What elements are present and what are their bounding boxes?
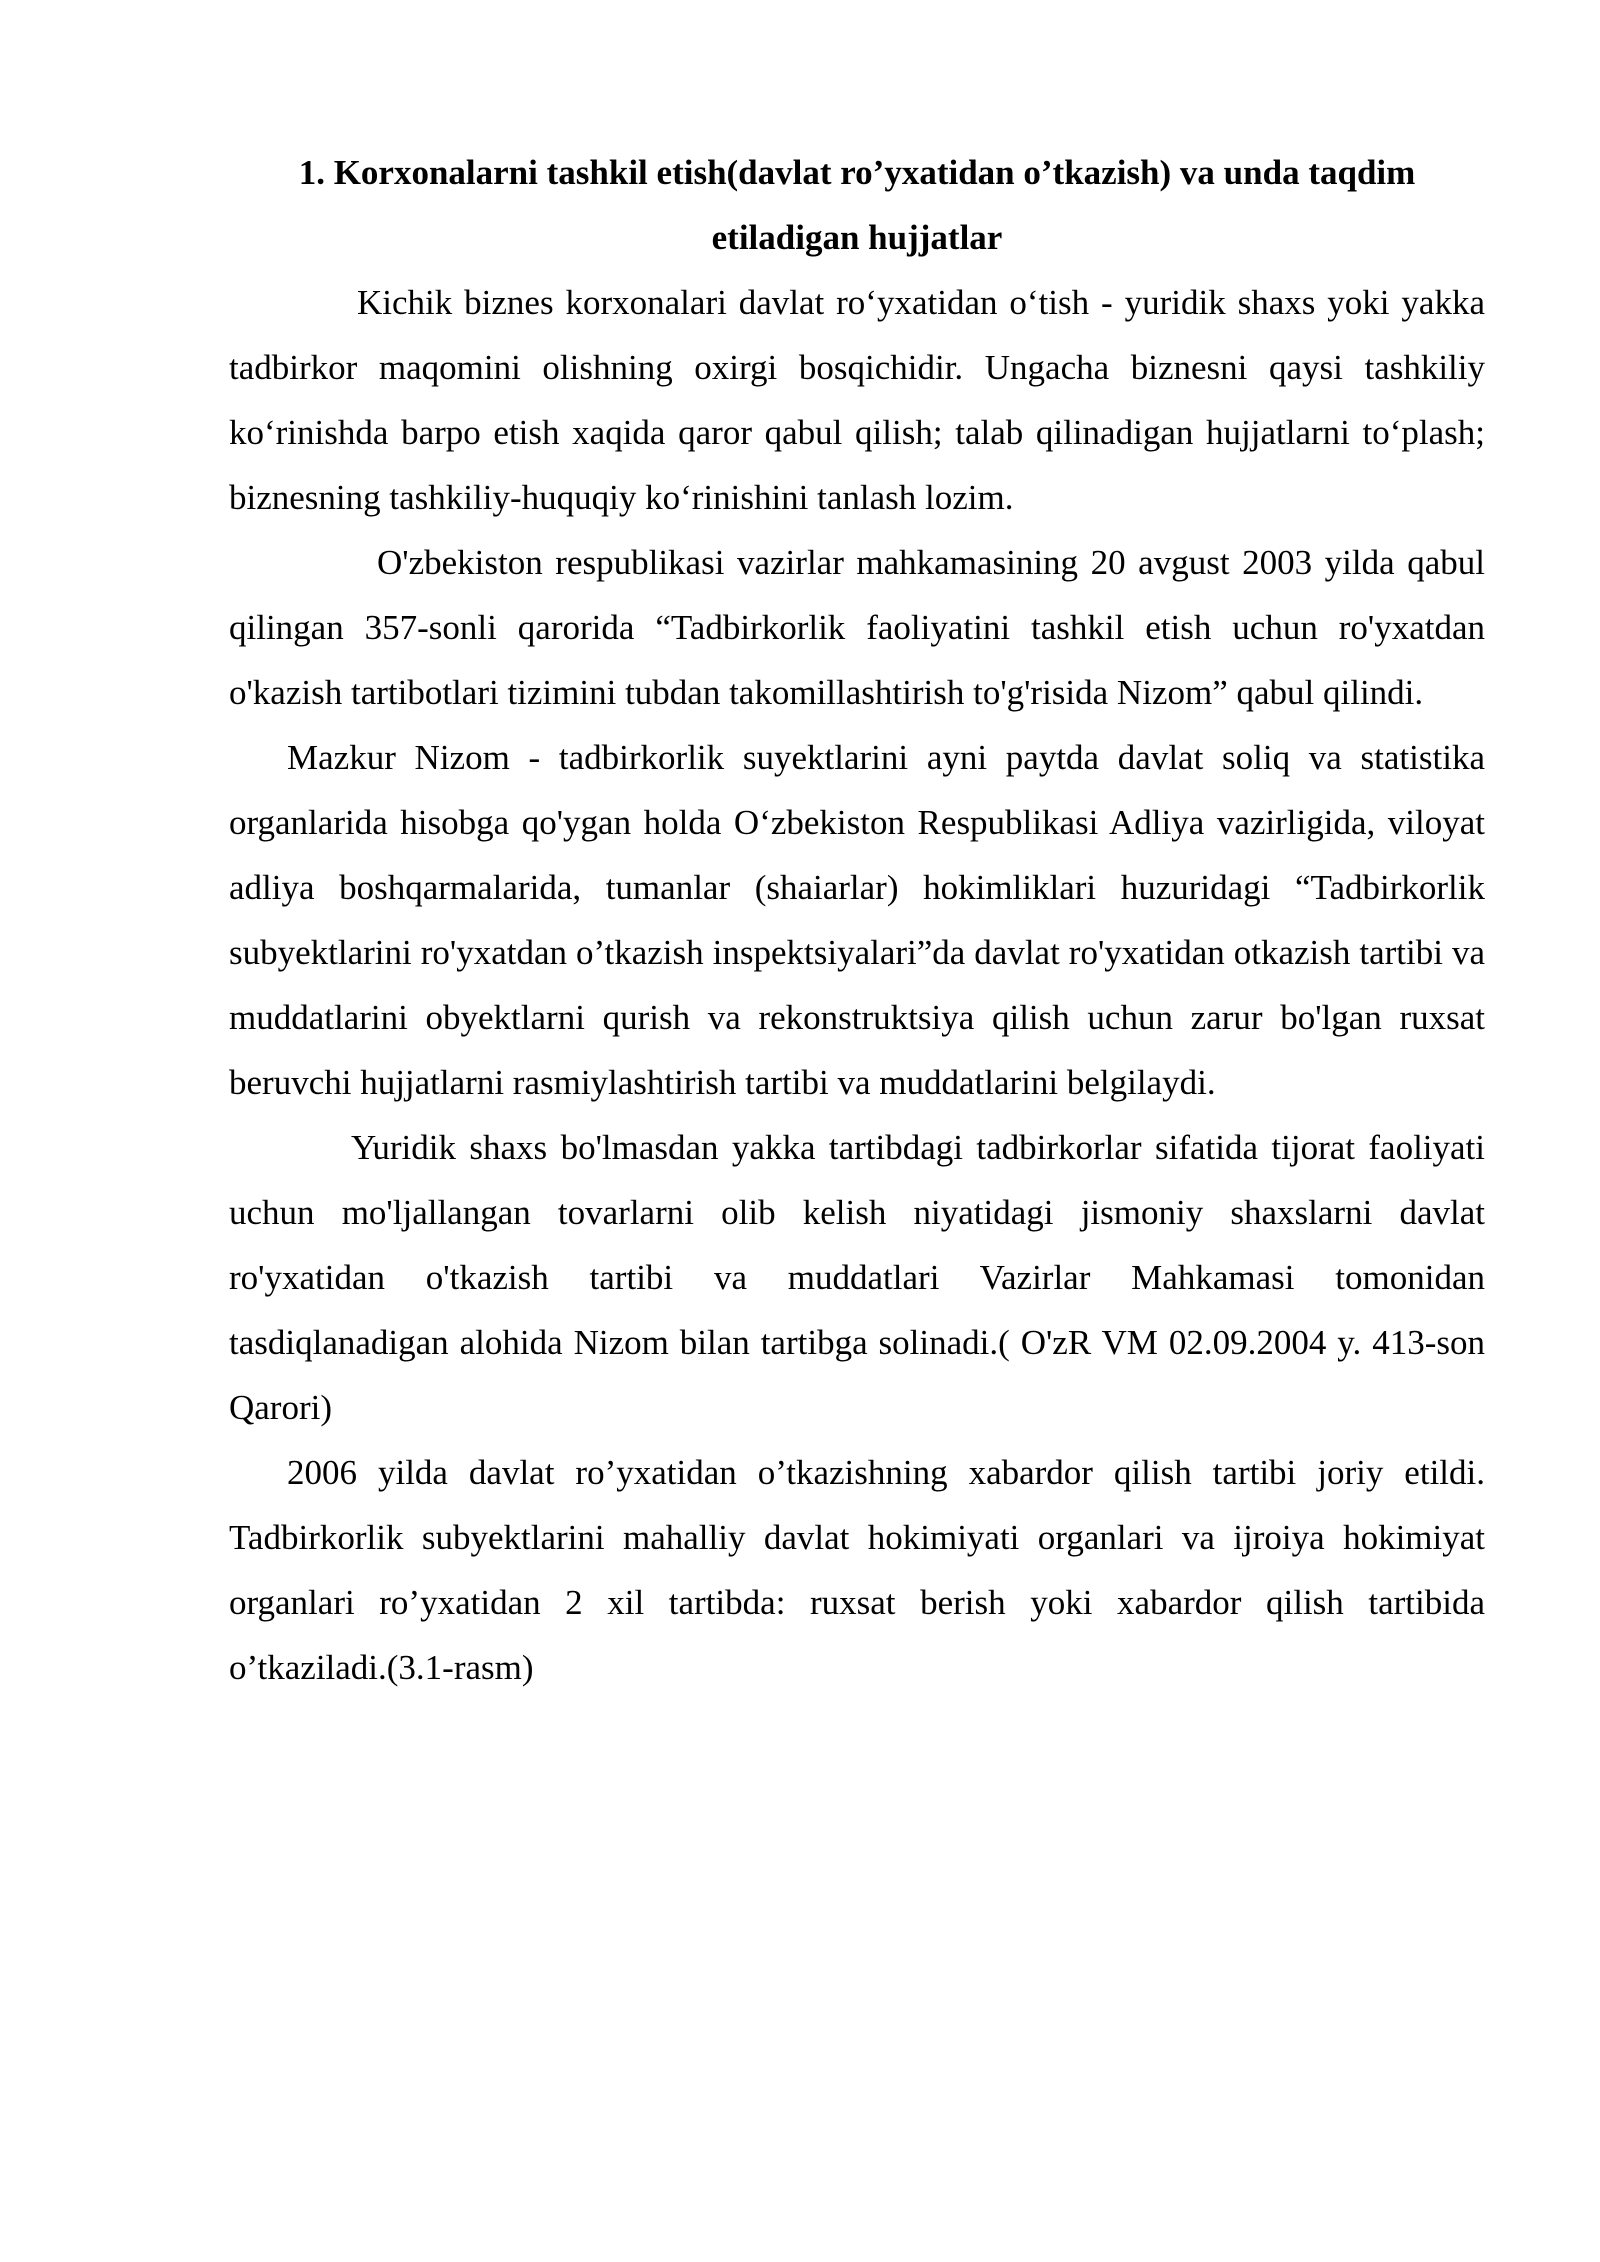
paragraph-2: O'zbekiston respublikasi vazirlar mahkamasining 20 avgust 2003 yilda qabul qilingan 357-sonli qarorida “Tadbirkorlik faoliyatini tashkil etish uchun ro'yxatdan o'kazish tartibotlari tizimini tubdan takomillashtirish to'g'risida Nizom” qabul qilindi. xyxy=(229,543,1485,712)
paragraph-4: Yuridik shaxs bo'lmasdan yakka tartibdagi tadbirkorlar sifatida tijorat faoliyati uchun mo'ljallangan tovarlarni olib kelish niyatidagi jismoniy shaxslarni davlat ro'yxatidan o'tkazish tartibi va muddatlari Vazirlar Mahkamasi tomonidan tasdiqlanadigan alohida Nizom bilan tartibga solinadi.( O'zR VM 02.09.2004 y. 413-son Qarori) xyxy=(229,1128,1485,1427)
paragraph-1: Kichik biznes korxonalari davlat ro‘yxatidan o‘tish - yuridik shaxs yoki yakka tadbirkor maqomini olishning oxirgi bosqichidir. Ungacha biznesni qaysi tashkiliy ko‘rinishda barpo etish xaqida qaror qabul qilish; talab qilinadigan hujjatlarni to‘plash; biznesning tashkiliy-huquqiy ko‘rinishini tanlash lozim. xyxy=(229,283,1485,517)
paragraph-3: Mazkur Nizom - tadbirkorlik suyektlarini ayni paytda davlat soliq va statistika organlarida hisobga qo'ygan holda O‘zbekiston Respublikasi Adliya vazirligida, viloyat adliya boshqarmalarida, tumanlar (shaiarlar) hokimliklari huzuridagi “Tadbirkorlik subyektlarini ro'yxatdan o’tkazish inspektsiyalari”da davlat ro'yxatidan otkazish tartibi va muddatlarini obyektlarni qurish va rekonstruktsiya qilish uchun zarur bo'lgan ruxsat beruvchi hujjatlarni rasmiylashtirish tartibi va muddatlarini belgilaydi. xyxy=(229,738,1485,1102)
document-page xyxy=(229,140,1485,1700)
paragraph-5: 2006 yilda davlat ro’yxatidan o’tkazishning xabardor qilish tartibi joriy etildi. Tadbirkorlik subyektlarini mahalliy davlat hokimiyati organlari va ijroiya hokimiyat organlari ro’yxatidan 2 xil tartibda: ruxsat berish yoki xabardor qilish tartibida o’tkaziladi.(3.1-rasm) xyxy=(229,1453,1485,1687)
section-title: 1. Korxonalarni tashkil etish(davlat ro’yxatidan o’tkazish) va unda taqdim etiladigan hujjatlar xyxy=(298,153,1416,257)
